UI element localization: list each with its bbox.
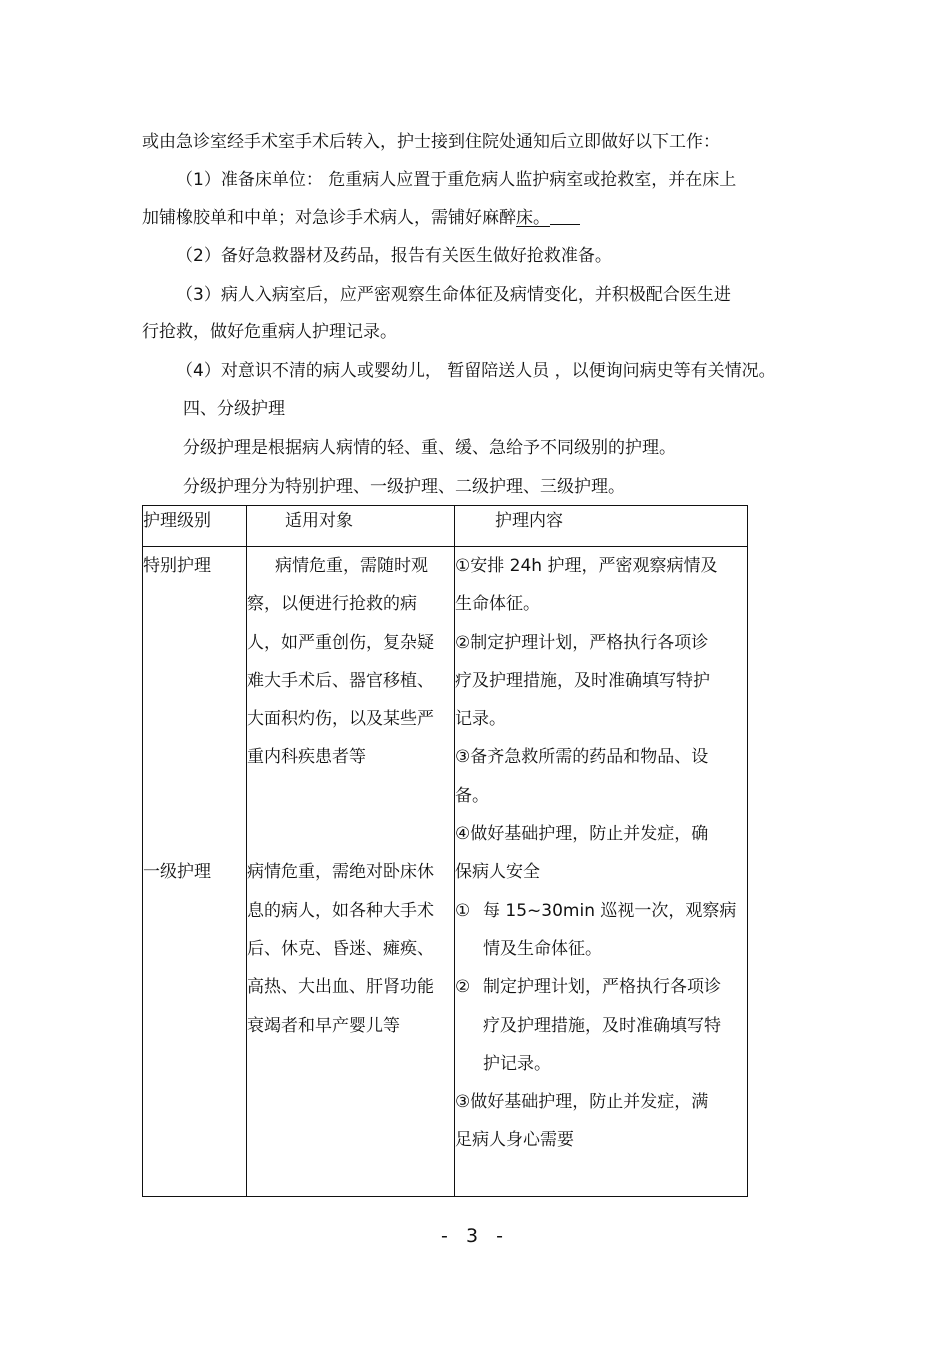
target-line: 病情危重，需随时观	[275, 556, 428, 576]
section-paragraph-2: 分级护理分为特别护理、一级护理、二级护理、三级护理。	[183, 477, 625, 497]
nursing-level-table	[142, 505, 748, 1197]
content-line: ①安排 24h 护理，严密观察病情及	[455, 556, 718, 576]
content-line: ① 每 15~30min 巡视一次，观察病	[455, 892, 747, 930]
level-cell	[143, 547, 247, 1197]
content-line: 疗及护理措施，及时准确填写特	[483, 1015, 721, 1036]
table-row	[143, 547, 748, 1197]
table-header-row	[143, 506, 748, 547]
item-number: ②	[455, 977, 471, 998]
content-line: 情及生命体征。	[483, 938, 602, 959]
content-line: 生命体征。	[455, 594, 540, 615]
header-target: 适用对象	[247, 506, 455, 547]
item-1-line-2-text: 加铺橡胶单和中单；对急诊手术病人，需铺好麻醉	[142, 208, 516, 228]
item-4: （4）对意识不清的病人或婴幼儿， 暂留陪送人员 ，以便询问病史等有关情况。	[176, 361, 776, 381]
item-2: （2）备好急救器材及药品，报告有关医生做好抢救准备。	[176, 246, 612, 266]
level-special: 特别护理	[143, 556, 211, 576]
section-heading: 四、分级护理	[183, 399, 285, 419]
target-line: 后、休克、昏迷、瘫痪、	[247, 938, 434, 959]
target-line: 难大手术后、器官移植、	[247, 670, 434, 691]
page-number: - 3 -	[441, 1225, 509, 1247]
target-cell	[247, 547, 455, 1197]
target-line: 息的病人，如各种大手术	[247, 900, 434, 921]
target-line: 衰竭者和早产婴儿等	[247, 1015, 400, 1036]
content-line: ④做好基础护理，防止并发症，确	[455, 824, 709, 845]
target-line: 重内科疾患者等	[247, 747, 366, 768]
intro-line: 或由急诊室经手术室手术后转入，护士接到住院处通知后立即做好以下工作：	[142, 132, 720, 152]
content-line: 备。	[455, 785, 489, 806]
content-line: 记录。	[455, 709, 506, 730]
header-content: 护理内容	[455, 506, 748, 547]
level-1: 一级护理	[143, 862, 211, 883]
content-line: 护记录。	[483, 1053, 551, 1074]
item-number: ①	[455, 900, 471, 921]
section-paragraph-1: 分级护理是根据病人病情的轻、重、缓、急给予不同级别的护理。	[183, 438, 676, 458]
content-line: 疗及护理措施，及时准确填写特护	[455, 670, 710, 691]
target-line: 人，如严重创伤，复杂疑	[247, 632, 434, 653]
content-line: ③做好基础护理，防止并发症，满	[455, 1092, 709, 1113]
header-level: 护理级别	[143, 506, 247, 547]
item-3-line-2: 行抢救，做好危重病人护理记录。	[142, 322, 397, 342]
target-line: 大面积灼伤，以及某些严	[247, 709, 434, 730]
item-1-line-2	[142, 207, 580, 229]
target-line: 病情危重，需绝对卧床休	[247, 862, 434, 883]
content-line: ③备齐急救所需的药品和物品、设	[455, 747, 709, 768]
underline-blank	[550, 207, 580, 225]
item-1-underlined-text: 床。	[516, 208, 550, 228]
content-line: ②制定护理计划，严格执行各项诊	[455, 632, 709, 653]
item-1-line-1: （1）准备床单位： 危重病人应置于重危病人监护病室或抢救室，并在床上	[176, 170, 737, 190]
target-line: 高热、大出血、肝肾功能	[247, 977, 434, 998]
item-3-line-1: （3）病人入病室后，应严密观察生命体征及病情变化，并积极配合医生进	[176, 285, 731, 305]
content-line: 保病人安全	[455, 862, 540, 883]
content-line: 足病人身心需要	[455, 1130, 574, 1151]
content-cell	[455, 547, 748, 1197]
target-line: 察，以便进行抢救的病	[247, 594, 417, 615]
content-line: ② 制定护理计划，严格执行各项诊	[455, 968, 747, 1006]
